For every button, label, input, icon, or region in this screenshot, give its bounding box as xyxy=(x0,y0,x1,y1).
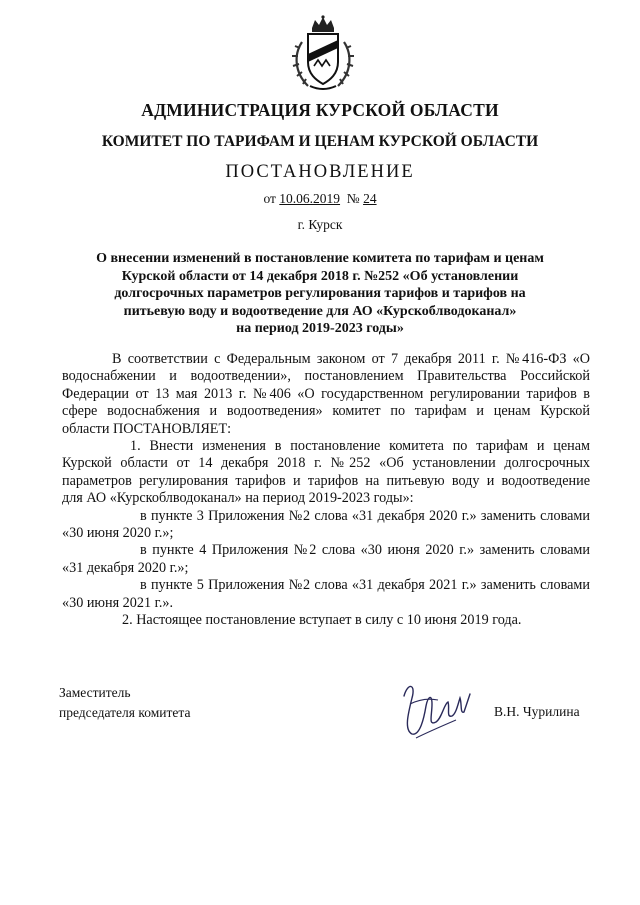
body-line: параметров регулирования тарифов и тарифов на питьевую воду и водоотведение xyxy=(62,472,590,489)
coat-of-arms-emblem xyxy=(288,14,358,94)
body-line: для АО «Курскоблводоканал» на период 2019-2023 годы»: xyxy=(62,490,414,507)
title-line: питьевую воду и водоотведение для АО «Курскоблводоканал» xyxy=(123,303,517,319)
number-prefix: № xyxy=(346,191,360,206)
organization-name: АДМИНИСТРАЦИЯ КУРСКОЙ ОБЛАСТИ xyxy=(141,100,499,120)
document-title xyxy=(0,250,640,338)
title-line: О внесении изменений в постановление комитета по тарифам и ценам xyxy=(96,251,544,266)
body-line: области ПОСТАНОВЛЯЕТ: xyxy=(62,420,232,437)
body-line: 1. Внести изменения в постановление комитета по тарифам и ценам xyxy=(130,438,590,455)
handwritten-signature xyxy=(398,674,478,744)
committee-name: КОМИТЕТ ПО ТАРИФАМ И ЦЕНАМ КУРСКОЙ ОБЛАСТИ xyxy=(101,133,539,150)
document-number: 24 xyxy=(363,191,377,206)
city: г. Курск xyxy=(297,217,343,232)
body-line: «31 декабря 2020 г.»; xyxy=(62,559,189,576)
document-body xyxy=(62,351,590,630)
title-line: Курской области от 14 декабря 2018 г. №252 «Об установлении xyxy=(121,268,519,284)
body-line: Федерации от 13 мая 2013 г. №406 «О государственном регулировании тарифов в xyxy=(62,385,590,402)
body-line: «30 июня 2021 г.». xyxy=(62,594,174,611)
title-line: долгосрочных параметров регулирования тарифов и тарифов на xyxy=(114,286,526,301)
body-line: В соответствии с Федеральным законом от 7 декабря 2011 г. №416-ФЗ «О xyxy=(112,351,590,367)
body-line: в пункте 4 Приложения №2 слова «30 июня 2020 г.» заменить словами xyxy=(140,542,590,559)
body-line: 2. Настоящее постановление вступает в силу с 10 июня 2019 года. xyxy=(122,612,522,629)
title-line: на период 2019-2023 годы» xyxy=(236,321,404,336)
date-prefix: от xyxy=(263,191,276,206)
body-line: в пункте 5 Приложения №2 слова «31 декабря 2021 г.» заменить словами xyxy=(140,577,590,594)
body-line: Курской области от 14 декабря 2018 г. №252 «Об установлении долгосрочных xyxy=(62,455,590,472)
body-line: в пункте 3 Приложения №2 слова «31 декабря 2020 г.» заменить словами xyxy=(140,507,590,524)
body-line: водоснабжении и водоотведении», постановлением Правительства Российской xyxy=(62,368,590,385)
body-line: «30 июня 2020 г.»; xyxy=(62,525,174,542)
signatory-position-line: Заместитель xyxy=(59,685,131,700)
date-number-line xyxy=(0,191,640,207)
body-line: сфере водоснабжения и водоотведения» комитет по тарифам и ценам Курской xyxy=(62,403,590,420)
document-date: 10.06.2019 xyxy=(279,191,341,206)
signatory-position xyxy=(59,683,190,723)
signatory-position-line: председателя комитета xyxy=(59,705,191,720)
signatory-name: В.Н. Чурилина xyxy=(494,704,580,719)
document-type: ПОСТАНОВЛЕНИЕ xyxy=(225,162,415,182)
